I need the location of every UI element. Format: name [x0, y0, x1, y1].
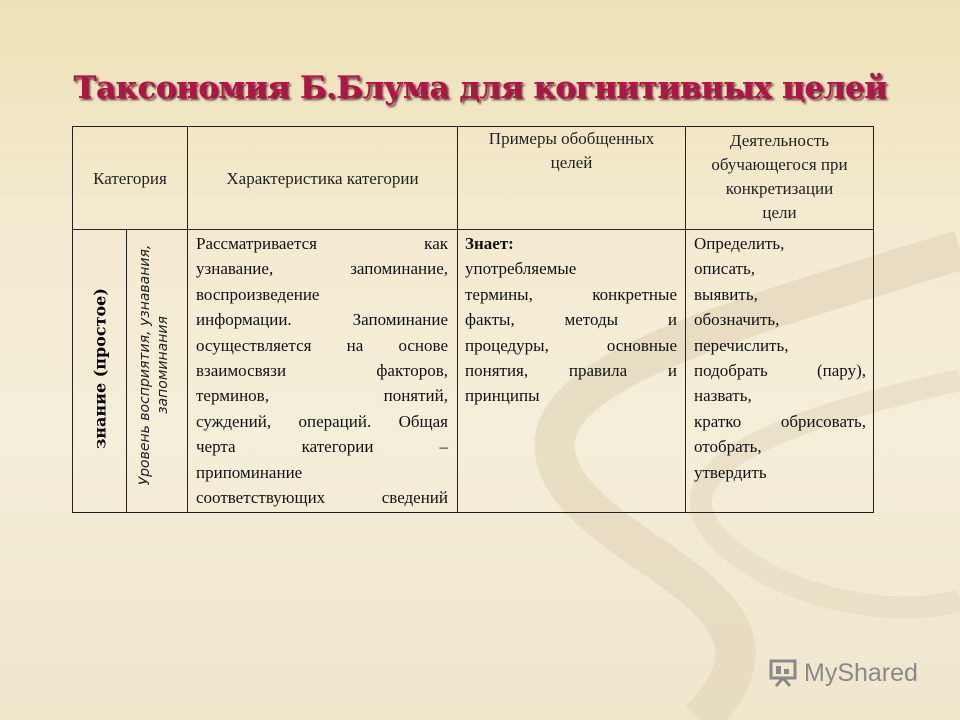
cell-line: принципы — [465, 386, 540, 406]
taxonomy-table — [72, 126, 874, 513]
header-line: Примеры обобщенных — [488, 129, 655, 148]
header-examples — [458, 127, 685, 175]
cell-line: воспроизведение — [196, 284, 320, 304]
logo-text: MyShared — [804, 658, 918, 687]
cell-line: назвать, — [694, 386, 752, 406]
examples-bold-label: Знает: — [465, 234, 514, 253]
cell-line: отобрать, — [694, 437, 762, 457]
header-line: конкретизации — [725, 179, 834, 198]
myshared-logo — [768, 658, 918, 688]
cell-line: термины, конкретные — [465, 284, 677, 304]
cell-line: процедуры, основные — [465, 335, 677, 355]
cell-line: подобрать (пару), — [694, 361, 866, 381]
cell-line: взаимосвязи факторов, — [196, 361, 448, 381]
cell-line: припоминание — [196, 462, 303, 482]
header-line: обучающегося при — [711, 155, 848, 174]
header-category: Категория — [93, 169, 167, 188]
presentation-icon — [768, 658, 798, 688]
header-activity — [686, 129, 873, 225]
cell-line: осуществляется на основе — [196, 335, 448, 355]
header-characteristic: Характеристика категории — [226, 169, 419, 188]
cell-line: выявить, — [694, 284, 758, 304]
header-line: Деятельность — [729, 131, 830, 150]
cell-line: черта категории – — [196, 437, 448, 457]
characteristic-cell — [196, 231, 448, 510]
cell-line: употребляемые — [465, 259, 577, 279]
cell-line: обозначить, — [694, 310, 780, 330]
cell-line: кратко обрисовать, — [694, 411, 866, 431]
cell-line: информации. Запоминание — [196, 310, 448, 330]
level-line: Уровень восприятия, узнавания, — [137, 244, 153, 486]
header-line: целей — [550, 153, 593, 172]
cell-line: утвердить — [694, 462, 767, 482]
cell-line: Определить, — [694, 234, 785, 253]
category-level — [136, 224, 172, 506]
header-line: цели — [762, 203, 797, 222]
level-line: запоминания — [155, 316, 171, 414]
cell-line: терминов, понятий, — [196, 386, 448, 406]
activity-cell — [694, 231, 866, 485]
category-name: знание (простое) — [90, 288, 110, 449]
cell-line: описать, — [694, 259, 755, 279]
cell-line: Рассматривается как — [196, 234, 448, 253]
cell-line: узнавание, запоминание, — [196, 259, 448, 279]
examples-cell — [465, 231, 677, 409]
cell-line: соответствующих сведений — [196, 488, 448, 508]
cell-line: понятия, правила и — [465, 361, 677, 381]
cell-line: суждений, операций. Общая — [196, 411, 448, 431]
cell-line: факты, методы и — [465, 310, 677, 330]
slide-title: Таксономия Б.Блума для когнитивных целей — [73, 70, 887, 106]
cell-line: перечислить, — [694, 335, 789, 355]
